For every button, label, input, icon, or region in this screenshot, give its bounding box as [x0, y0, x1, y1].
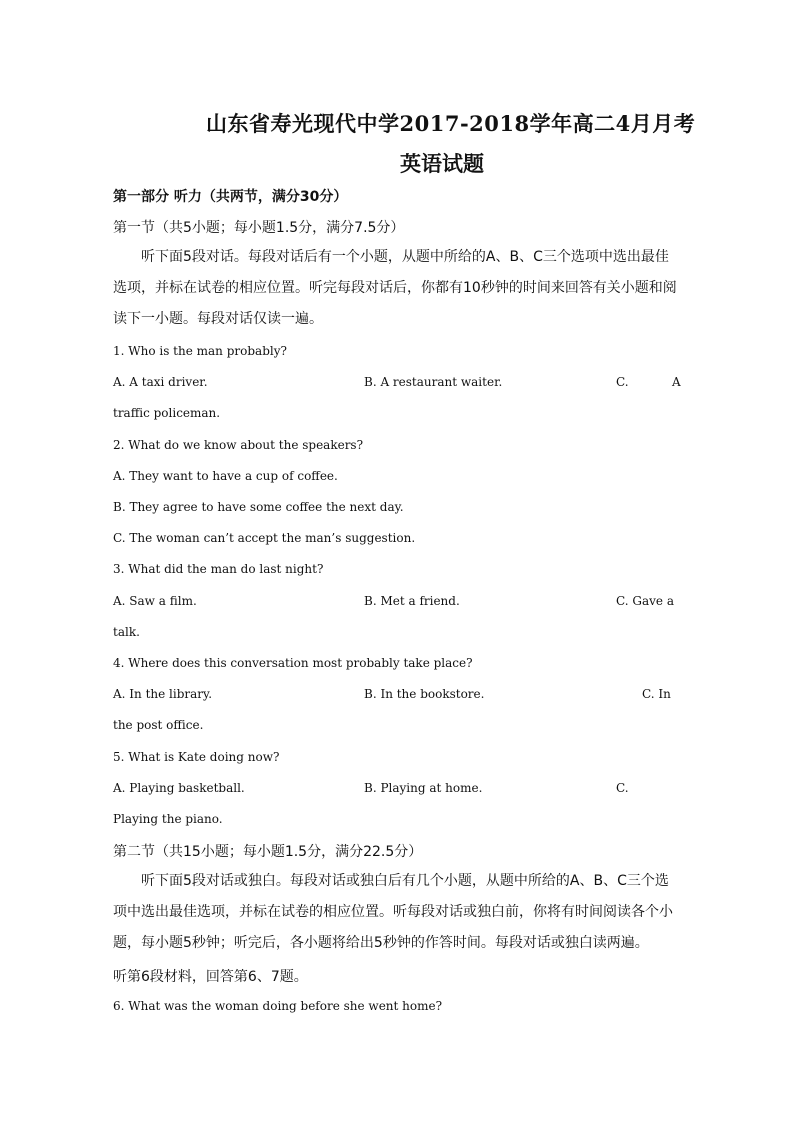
part1-heading: 第一部分 听力（共两节，满分30分）	[113, 189, 348, 205]
question-3-option-c-cont: talk.	[113, 625, 140, 639]
question-6-stem: 6. What was the woman doing before she went home?	[113, 999, 443, 1013]
question-3-option-b: B. Met a friend.	[364, 594, 460, 608]
question-3-option-a: A. Saw a film.	[113, 594, 197, 608]
question-4-option-c: C. In	[642, 687, 671, 701]
material-note: 听第6段材料，回答第6、7题。	[113, 969, 308, 985]
question-1-option-b: B. A restaurant waiter.	[364, 375, 503, 389]
question-2-option-c: C. The woman can’t accept the man’s suggestion.	[113, 531, 416, 545]
question-2-option-a: A. They want to have a cup of coffee.	[113, 469, 338, 483]
exam-subtitle: 英语试题	[400, 151, 484, 176]
question-1-option-c-cont: traffic policeman.	[113, 406, 221, 420]
exam-title: 山东省寿光现代中学2017-2018学年高二4月月考	[206, 111, 696, 136]
question-1-option-c: C.	[616, 375, 629, 389]
question-4-stem: 4. Where does this conversation most probably take place?	[113, 656, 473, 670]
question-3-option-c: C. Gave a	[616, 594, 674, 608]
question-4-option-a: A. In the library.	[113, 687, 213, 701]
question-5-option-c: C.	[616, 781, 629, 795]
question-5-option-c-cont: Playing the piano.	[113, 812, 223, 826]
question-2-option-b: B. They agree to have some coffee the next day.	[113, 500, 404, 514]
question-4-option-c-cont: the post office.	[113, 718, 204, 732]
question-2-stem: 2. What do we know about the speakers?	[113, 438, 364, 452]
question-1-option-c-word: A	[672, 375, 681, 389]
question-3-stem: 3. What did the man do last night?	[113, 562, 324, 576]
question-1-option-a: A. A taxi driver.	[113, 375, 208, 389]
question-5-option-b: B. Playing at home.	[364, 781, 483, 795]
question-5-stem: 5. What is Kate doing now?	[113, 750, 280, 764]
section2-instructions: 听下面5段对话或独白。每段对话或独白后有几个小题，从题中所给的A、B、C三个选项中选出最佳选项，并标在试卷的相应位置。听每段对话或独白前，你将有时间阅读各个小题，每小题5秒钟；听完后，各小题将给出5秒钟的作答时间。每段对话或独白读两遍。	[113, 873, 673, 951]
question-4-option-b: B. In the bookstore.	[364, 687, 485, 701]
question-1-stem: 1. Who is the man probably?	[113, 344, 287, 358]
section2-heading: 第二节（共15小题；每小题1.5分，满分22.5分）	[113, 844, 423, 860]
question-5-option-a: A. Playing basketball.	[113, 781, 245, 795]
section1-heading: 第一节（共5小题；每小题1.5分，满分7.5分）	[113, 220, 405, 236]
section1-instructions: 听下面5段对话。每段对话后有一个小题，从题中所给的A、B、C三个选项中选出最佳选项，并标在试卷的相应位置。听完每段对话后，你都有10秒钟的时间来回答有关小题和阅读下一小题。每段对话仅读一遍。	[113, 249, 677, 327]
